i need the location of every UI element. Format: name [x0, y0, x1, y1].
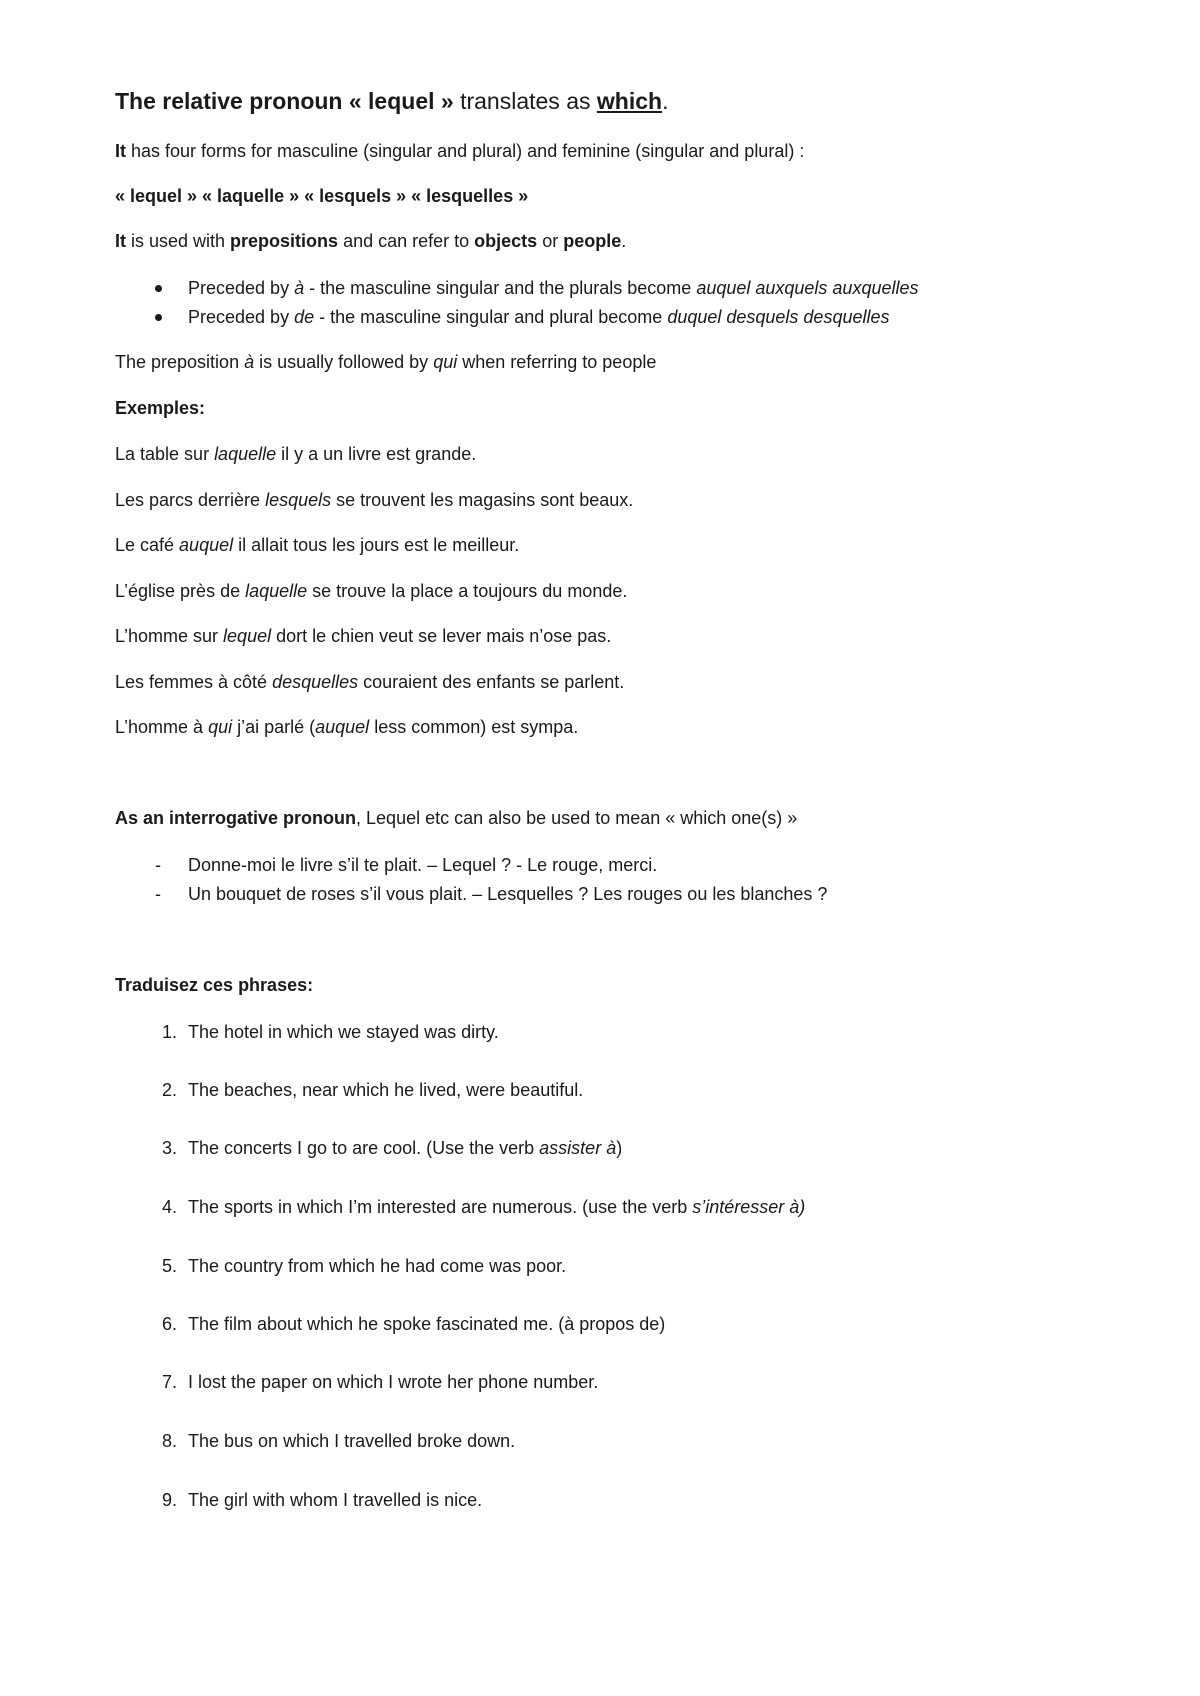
usage-bold-people: people — [563, 231, 622, 251]
item-number: 8. — [161, 1431, 177, 1451]
item-number: 6. — [161, 1314, 177, 1334]
bullet-mid: - the masculine singular and plural become — [314, 307, 668, 327]
example-pre: Les parcs derrière — [115, 490, 266, 510]
example-pre: L’homme sur — [115, 626, 224, 646]
example-post: se trouvent les magasins sont beaux. — [331, 490, 634, 510]
bullet-pre: Preceded by — [188, 278, 295, 298]
dialogue-text: Donne-moi le livre s’il te plait. – Lequel ? - Le rouge, merci. — [188, 855, 658, 875]
preposition-note — [115, 350, 656, 374]
forms-list-text: « lequel » « laquelle » « lesquels » « lesquelles » — [115, 186, 529, 206]
translation-text — [188, 1020, 499, 1044]
bullet-icon — [155, 314, 162, 321]
translation-main: The concerts I go to are cool. (Use the verb — [188, 1138, 540, 1158]
translation-text — [188, 1254, 566, 1278]
usage-text-1: is used with — [126, 231, 231, 251]
translation-main: The hotel in which we stayed was dirty. — [188, 1022, 499, 1042]
note-italic-qui: qui — [433, 352, 458, 372]
translation-main: The film about which he spoke fascinated me. (à propos de) — [188, 1314, 666, 1334]
interrogative-text: , Lequel etc can also be used to mean « which one(s) » — [356, 808, 798, 828]
item-number: 5. — [161, 1256, 177, 1276]
bullet-icon — [155, 285, 162, 292]
bullet-forms: auquel auxquels auxquelles — [696, 278, 919, 298]
translation-italic: s’intéresser à) — [692, 1197, 806, 1217]
translation-main: The bus on which I travelled broke down. — [188, 1431, 516, 1451]
note-text-2: is usually followed by — [254, 352, 434, 372]
dash-marker: - — [155, 884, 161, 904]
example-sentence — [115, 670, 624, 694]
usage-bold-prepositions: prepositions — [230, 231, 339, 251]
translation-text — [188, 1488, 482, 1512]
example-last-text-2: j’ai parlé ( — [232, 717, 316, 737]
example-last-text-3: less common) est sympa. — [369, 717, 579, 737]
translation-text — [188, 1312, 665, 1336]
item-number: 4. — [161, 1197, 177, 1217]
example-sentence — [115, 488, 633, 512]
item-number: 7. — [161, 1372, 177, 1392]
usage-line — [115, 229, 626, 253]
note-text-1: The preposition — [115, 352, 245, 372]
item-number: 2. — [161, 1080, 177, 1100]
forms-list — [115, 184, 528, 208]
example-post: il allait tous les jours est le meilleur. — [233, 535, 520, 555]
dialogue-text: Un bouquet de roses s’il vous plait. – Lesquelles ? Les rouges ou les blanches ? — [188, 884, 828, 904]
usage-text-2: and can refer to — [338, 231, 475, 251]
translation-text — [188, 1078, 583, 1102]
translation-text — [188, 1136, 622, 1160]
interrogative-line — [115, 806, 797, 830]
translation-main: The sports in which I’m interested are numerous. (use the verb — [188, 1197, 693, 1217]
example-sentence — [115, 579, 627, 603]
example-sentence — [115, 715, 578, 739]
translation-tail: ) — [616, 1138, 623, 1158]
translation-main: I lost the paper on which I wrote her phone number. — [188, 1372, 599, 1392]
title-end: . — [662, 88, 669, 114]
translation-main: The country from which he had come was poor. — [188, 1256, 567, 1276]
example-pronoun: laquelle — [245, 581, 308, 601]
title-main: The relative pronoun « lequel » — [115, 88, 454, 114]
example-pre: La table sur — [115, 444, 215, 464]
example-pronoun: auquel — [179, 535, 234, 555]
forms-intro — [115, 139, 804, 163]
example-post: couraient des enfants se parlent. — [358, 672, 625, 692]
dash-marker: - — [155, 855, 161, 875]
examples-heading-text: Exemples: — [115, 398, 206, 418]
item-number: 1. — [161, 1022, 177, 1042]
usage-bold-objects: objects — [474, 231, 538, 251]
translate-heading — [115, 973, 313, 997]
translation-text — [188, 1429, 515, 1453]
example-post: se trouve la place a toujours du monde. — [307, 581, 628, 601]
forms-intro-lead: It — [115, 141, 126, 161]
bullet-text — [188, 276, 918, 300]
translate-heading-text: Traduisez ces phrases: — [115, 975, 314, 995]
example-pre: Les femmes à côté — [115, 672, 273, 692]
example-sentence — [115, 533, 519, 557]
translation-main: The girl with whom I travelled is nice. — [188, 1490, 483, 1510]
note-italic-a: à — [244, 352, 255, 372]
example-sentence — [115, 442, 476, 466]
example-post: dort le chien veut se lever mais n’ose pas. — [271, 626, 612, 646]
usage-lead: It — [115, 231, 126, 251]
example-post: il y a un livre est grande. — [276, 444, 477, 464]
example-pronoun: lesquels — [265, 490, 332, 510]
translation-text — [188, 1195, 805, 1219]
title-emphasis: which — [596, 88, 663, 114]
title-middle: translates as — [453, 88, 597, 114]
usage-text-4: . — [621, 231, 627, 251]
bullet-text — [188, 305, 889, 329]
bullet-mid: - the masculine singular and the plurals become — [304, 278, 697, 298]
bullet-prep: à — [294, 278, 305, 298]
page-title — [115, 86, 668, 116]
example-last-italic-auquel: auquel — [315, 717, 370, 737]
example-last-italic-qui: qui — [208, 717, 233, 737]
example-pre: L’église près de — [115, 581, 246, 601]
example-pronoun: lequel — [223, 626, 272, 646]
interrogative-bold: As an interrogative pronoun — [115, 808, 357, 828]
forms-intro-text: has four forms for masculine (singular and plural) and feminine (singular and plural) : — [126, 141, 805, 161]
translation-italic: assister à — [539, 1138, 617, 1158]
item-number: 3. — [161, 1138, 177, 1158]
bullet-prep: de — [294, 307, 315, 327]
item-number: 9. — [161, 1490, 177, 1510]
example-sentence — [115, 624, 611, 648]
translation-main: The beaches, near which he lived, were beautiful. — [188, 1080, 584, 1100]
translation-text — [188, 1370, 598, 1394]
example-pronoun: laquelle — [214, 444, 277, 464]
example-last-text-1: L’homme à — [115, 717, 209, 737]
usage-text-3: or — [537, 231, 564, 251]
example-pronoun: desquelles — [272, 672, 359, 692]
examples-heading — [115, 396, 205, 420]
note-text-3: when referring to people — [457, 352, 657, 372]
bullet-pre: Preceded by — [188, 307, 295, 327]
bullet-forms: duquel desquels desquelles — [667, 307, 890, 327]
example-pre: Le café — [115, 535, 180, 555]
